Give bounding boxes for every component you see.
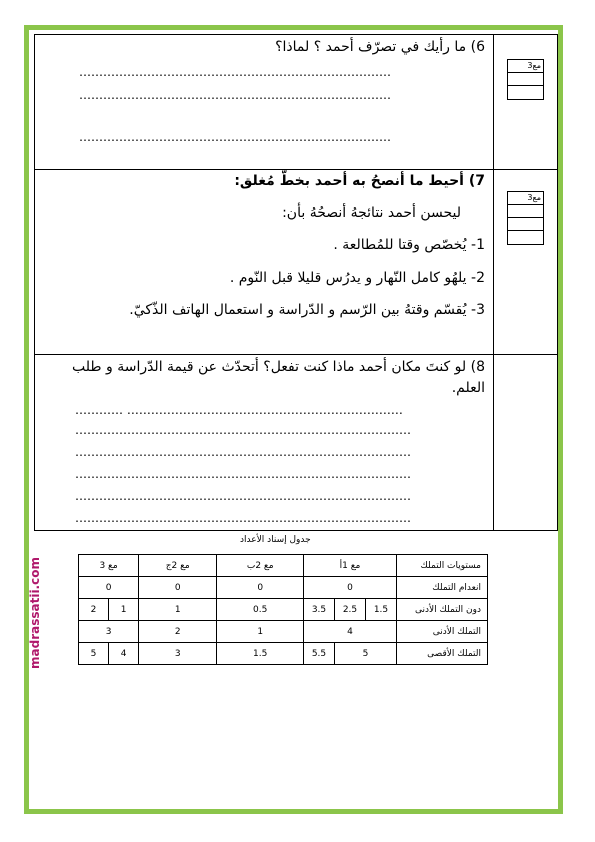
- header-c1: مع 1أ: [304, 555, 397, 577]
- header-label: مستويات التملك: [397, 555, 488, 577]
- question-7-option-1[interactable]: 1- يُخصّص وقتا للمُطالعة .: [333, 237, 485, 253]
- question-8-content: [35, 355, 491, 531]
- question-6-content: [35, 35, 491, 170]
- header-c2: مع 2ب: [217, 555, 304, 577]
- question-7-option-2[interactable]: 2- يلهُو كامل النّهار و يدرُس قليلا قبل النّوم .: [229, 270, 485, 286]
- criteria-label: مع3: [508, 60, 543, 73]
- question-8-title-line-2: العلم.: [451, 380, 485, 396]
- table-cell: 0: [217, 577, 304, 599]
- grade-table-header: [79, 555, 488, 577]
- score-cell[interactable]: [508, 231, 543, 244]
- table-cell: 0: [139, 577, 217, 599]
- score-cell[interactable]: [508, 86, 543, 99]
- row-label: التملك الأقصى: [397, 643, 488, 665]
- question-7-option-3[interactable]: 3- يُقسّم وقتهُ بين الرّسم و الدّراسة و استعمال الهاتف الذّكيّ.: [129, 302, 485, 318]
- row-label: انعدام التملك: [397, 577, 488, 599]
- table-cell: 2: [79, 599, 109, 621]
- table-cell: 4: [304, 621, 397, 643]
- watermark-logo: [26, 548, 44, 678]
- table-cell: 0.5: [217, 599, 304, 621]
- table-cell: 0: [79, 577, 139, 599]
- criteria-score-box: [507, 59, 544, 100]
- answer-line: ………… ……………………………………………………………: [75, 403, 403, 417]
- answer-line: …………………………………………………………………………: [75, 489, 411, 503]
- table-cell: 2.5: [335, 599, 366, 621]
- criteria-score-box: [507, 191, 544, 245]
- score-column: [493, 35, 557, 169]
- table-cell: 3.5: [304, 599, 335, 621]
- question-6-title: 6) ما رأيك في تصرّف أحمد ؟ لماذا؟: [275, 39, 485, 55]
- question-8-title-line-1: 8) لو كنتَ مكان أحمد ماذا كنت تفعل؟ أتحدّث عن قيمة الدّراسة و طلب: [72, 359, 485, 375]
- table-cell: 1: [109, 599, 139, 621]
- score-column: [493, 170, 557, 354]
- question-7-row: [35, 170, 557, 355]
- question-7-content: [35, 170, 491, 355]
- row-label: دون التملك الأدنى: [397, 599, 488, 621]
- table-cell: 5.5: [304, 643, 335, 665]
- table-cell: 2: [139, 621, 217, 643]
- table-cell: 3: [139, 643, 217, 665]
- watermark-text: madrassatii.com: [28, 557, 42, 669]
- table-row: [79, 599, 488, 621]
- answer-line: …………………………………………………………………………: [75, 445, 411, 459]
- answer-line: …………………………………………………………………………: [75, 423, 411, 437]
- answer-line: ……………………………………………………………………: [79, 88, 391, 102]
- table-row: [79, 643, 488, 665]
- row-label: التملك الأدنى: [397, 621, 488, 643]
- score-cell[interactable]: [508, 73, 543, 86]
- grade-table: [78, 554, 488, 665]
- table-cell: 1.5: [217, 643, 304, 665]
- question-8-row: [35, 355, 557, 531]
- criteria-label: مع3: [508, 192, 543, 205]
- score-column: [493, 355, 557, 531]
- table-cell: 5: [79, 643, 109, 665]
- question-7-title: 7) أحيط ما أنصحُ به أحمد بخطّ مُغلق:: [234, 173, 485, 189]
- header-c3: مع 2ج: [139, 555, 217, 577]
- table-row: [79, 621, 488, 643]
- answer-line: ……………………………………………………………………: [79, 65, 391, 79]
- question-7-intro: ليحسن أحمد نتائجهُ أنصحُهُ بأن:: [282, 205, 461, 221]
- answer-line: ……………………………………………………………………: [79, 130, 391, 144]
- answer-line: …………………………………………………………………………: [75, 467, 411, 481]
- table-cell: 4: [109, 643, 139, 665]
- score-cell[interactable]: [508, 205, 543, 218]
- question-6-row: [35, 35, 557, 170]
- table-cell: 1.5: [366, 599, 397, 621]
- table-cell: 5: [335, 643, 397, 665]
- questions-table: [34, 34, 558, 531]
- answer-line: …………………………………………………………………………: [75, 511, 411, 525]
- score-cell[interactable]: [508, 218, 543, 231]
- table-cell: 1: [217, 621, 304, 643]
- header-c4: مع 3: [79, 555, 139, 577]
- table-cell: 0: [304, 577, 397, 599]
- grade-table-caption: جدول إسناد الأعداد: [240, 535, 311, 545]
- table-row: [79, 577, 488, 599]
- table-cell: 1: [139, 599, 217, 621]
- table-cell: 3: [79, 621, 139, 643]
